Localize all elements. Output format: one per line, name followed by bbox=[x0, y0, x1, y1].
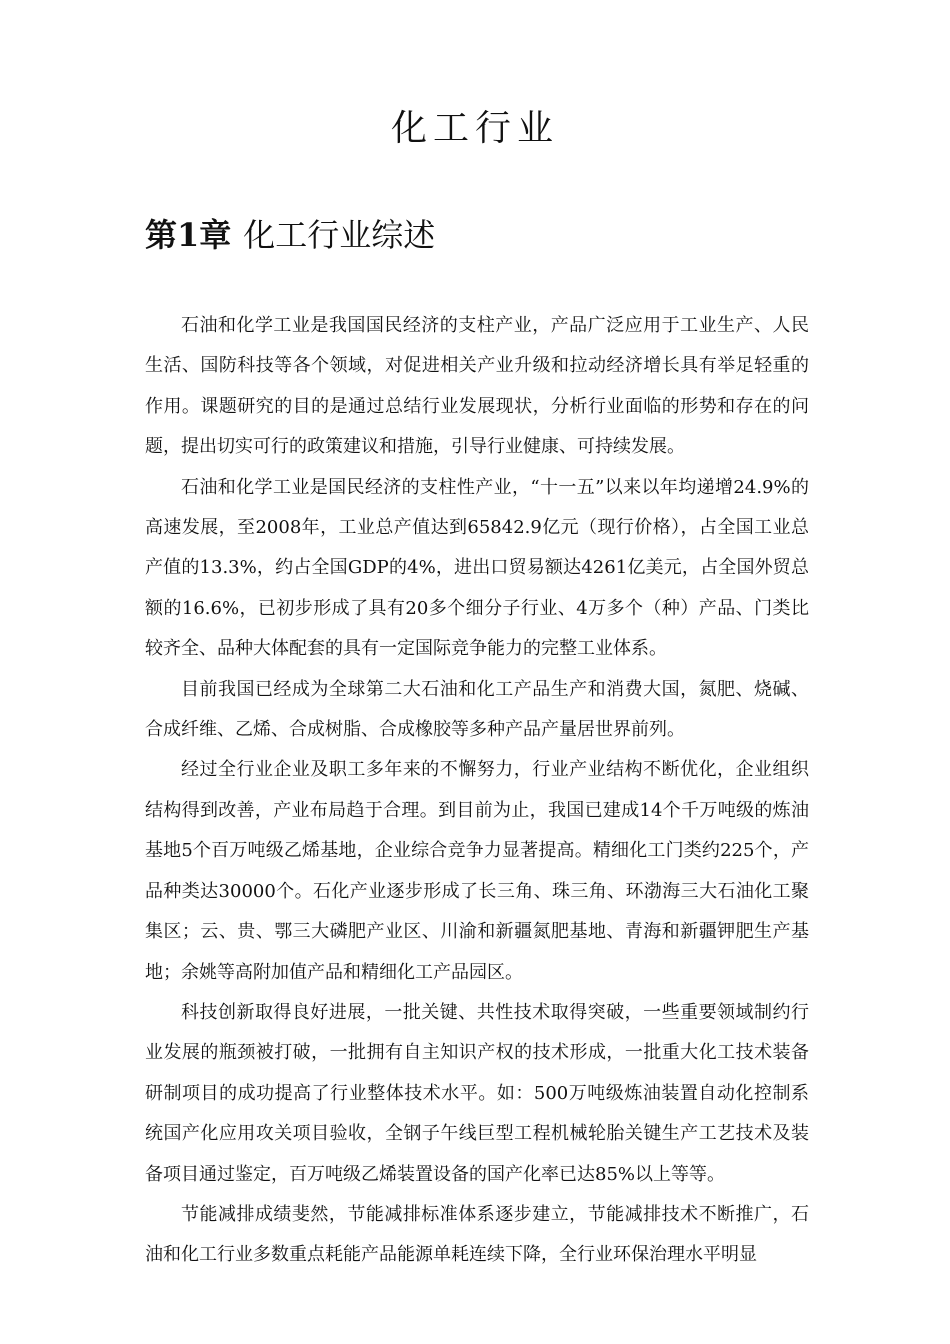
chapter-heading bbox=[145, 210, 435, 256]
paragraph: 石油和化学工业是我国国民经济的支柱产业，产品广泛应用于工业生产、人民生活、国防科技等各个领域，对促进相关产业升级和拉动经济增长具有举足轻重的作用。课题研究的目的是通过总结行业发展现状，分析行业面临的形势和存在的问题，提出切实可行的政策建议和措施，引导行业健康、可持续发展。 bbox=[145, 315, 809, 458]
chapter-title: 化工行业综述 bbox=[243, 216, 436, 254]
paragraph: 经过全行业企业及职工多年来的不懈努力，行业产业结构不断优化，企业组织结构得到改善，产业布局趋于合理。到目前为止，我国已建成14个千万吨级的炼油基地5个百万吨级乙烯基地，企业综合竞争力显著提高。精细化工门类约225个，产品种类达30000个。石化产业逐步形成了长三角、珠三角、环渤海三大石油化工聚集区；云、贵、鄂三大磷肥产业区、川渝和新疆氮肥基地、青海和新疆钾肥生产基地；余姚等高附加值产品和精细化工产品园区。 bbox=[145, 759, 809, 983]
document-title: 化工行业 bbox=[390, 108, 559, 149]
paragraph: 石油和化学工业是国民经济的支柱性产业，“十一五”以来以年均递增24.9%的高速发展，至2008年，工业总产值达到65842.9亿元（现行价格），占全国工业总产值的13.3%，约占全国GDP的4%，进出口贸易额达4261亿美元，占全国外贸总额的16.6%，已初步形成了具有20多个细分子行业、4万多个（种）产品、门类比较齐全、品种大体配套的具有一定国际竞争能力的完整工业体系。 bbox=[145, 476, 809, 660]
paragraph: 目前我国已经成为全球第二大石油和化工产品生产和消费大国，氮肥、烧碱、合成纤维、乙烯、合成树脂、合成橡胶等多种产品产量居世界前列。 bbox=[145, 678, 809, 741]
paragraph: 科技创新取得良好进展，一批关键、共性技术取得突破，一些重要领域制约行业发展的瓶颈被打破，一批拥有自主知识产权的技术形成，一批重大化工技术装备研制项目的成功提高了行业整体技术水平。如：500万吨级炼油装置自动化控制系统国产化应用攻关项目验收，全钢子午线巨型工程机械轮胎关键生产工艺技术及装备项目通过鉴定，百万吨级乙烯装置设备的国产化率已达85%以上等等。 bbox=[145, 1001, 809, 1185]
paragraph: 节能减排成绩斐然，节能减排标准体系逐步建立，节能减排技术不断推广，石油和化工行业多数重点耗能产品能源单耗连续下降，全行业环保治理水平明显 bbox=[145, 1203, 809, 1266]
chapter-number: 第1章 bbox=[145, 216, 232, 254]
body-text bbox=[145, 306, 809, 1276]
